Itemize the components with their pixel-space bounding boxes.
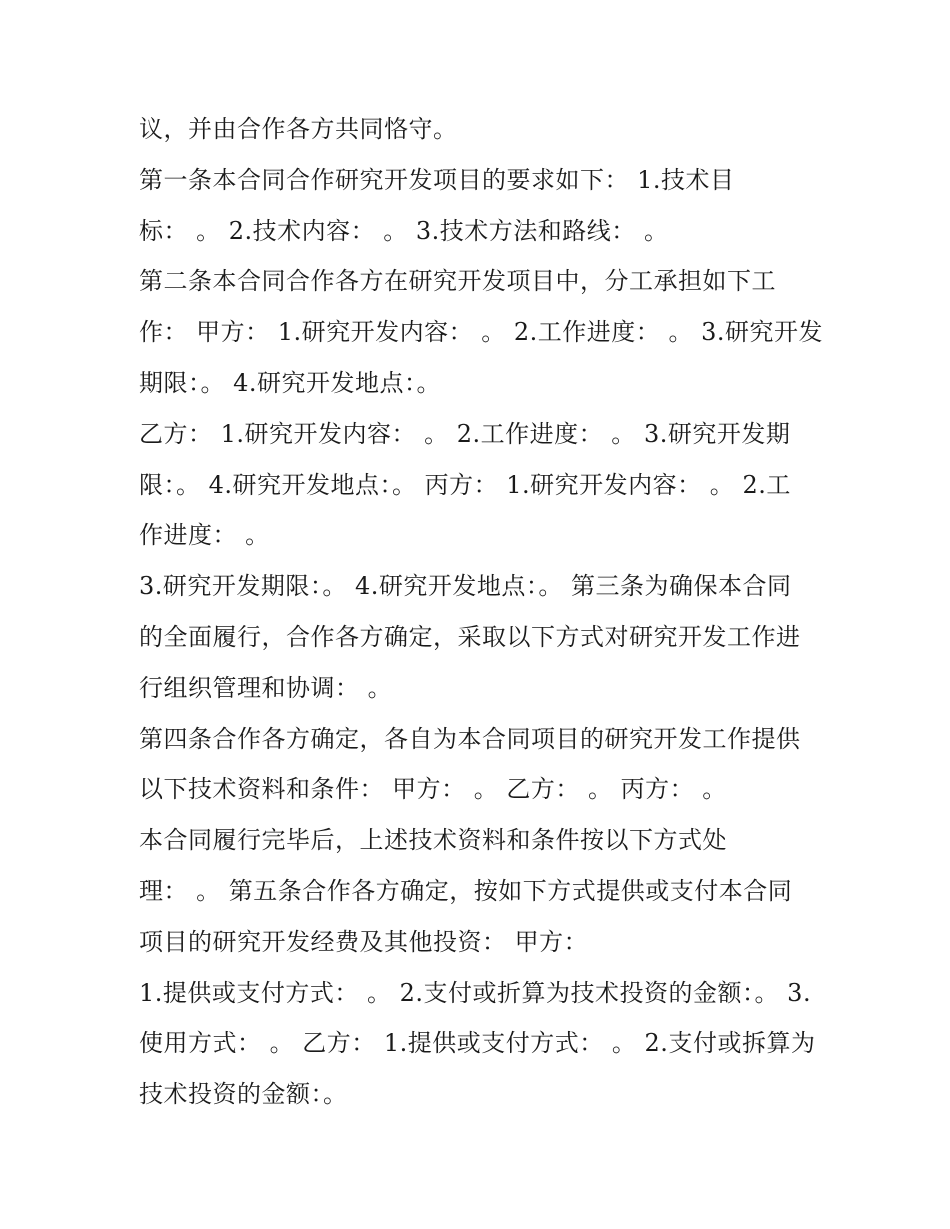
text-line: 以下技术资料和条件： 甲方： 。 乙方： 。 丙方： 。 bbox=[139, 775, 727, 804]
text-line: 使用方式： 。 乙方： 1.提供或支付方式： 。 2.支付或拆算为 bbox=[139, 1029, 816, 1058]
text-line: 第四条合作各方确定，各自为本合同项目的研究开发工作提供 bbox=[139, 724, 801, 753]
body-text bbox=[139, 104, 829, 1120]
text-line: 限：。 4.研究开发地点：。 丙方： 1.研究开发内容： 。 2.工 bbox=[139, 470, 791, 499]
text-line: 第二条本合同合作各方在研究开发项目中，分工承担如下工 bbox=[139, 267, 776, 296]
text-line: 作进度： 。 bbox=[139, 521, 270, 550]
text-line: 行组织管理和协调： 。 bbox=[139, 673, 393, 702]
text-line: 项目的研究开发经费及其他投资： 甲方： bbox=[139, 927, 589, 956]
text-line: 的全面履行，合作各方确定，采取以下方式对研究开发工作进 bbox=[139, 622, 801, 651]
text-line: 本合同履行完毕后，上述技术资料和条件按以下方式处 bbox=[139, 826, 727, 855]
text-line: 作： 甲方： 1.研究开发内容： 。 2.工作进度： 。 3.研究开发 bbox=[139, 318, 823, 347]
text-line: 1.提供或支付方式： 。 2.支付或折算为技术投资的金额：。 3. bbox=[139, 978, 812, 1007]
text-line: 期限：。 4.研究开发地点：。 bbox=[139, 368, 442, 397]
text-line: 理： 。 第五条合作各方确定，按如下方式提供或支付本合同 bbox=[139, 876, 793, 905]
text-line: 议，并由合作各方共同恪守。 bbox=[139, 115, 458, 143]
text-line: 乙方： 1.研究开发内容： 。 2.工作进度： 。 3.研究开发期 bbox=[139, 419, 791, 448]
text-line: 3.研究开发期限：。 4.研究开发地点：。 第三条为确保本合同 bbox=[139, 572, 792, 601]
text-line: 技术投资的金额：。 bbox=[139, 1080, 348, 1109]
text-line: 第一条本合同合作研究开发项目的要求如下： 1.技术目 bbox=[139, 165, 735, 194]
text-line: 标： 。 2.技术内容： 。 3.技术方法和路线： 。 bbox=[139, 216, 669, 245]
